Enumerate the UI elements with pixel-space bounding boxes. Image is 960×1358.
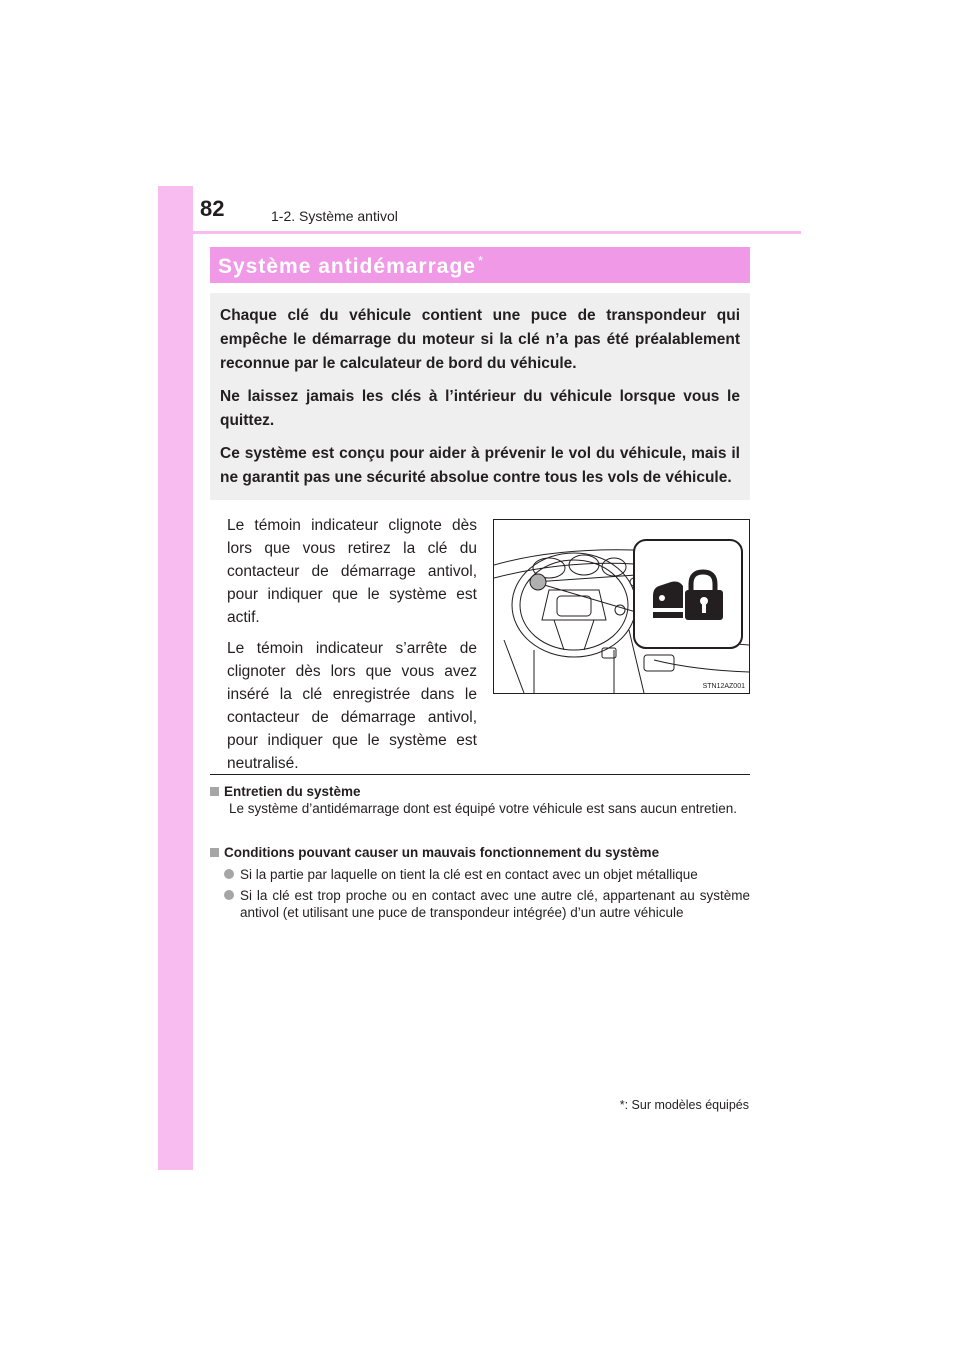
list-item-text: Si la clé est trop proche ou en contact avec une autre clé, appartenant au système antivol (et utilisant une puce de transpondeur intégrée) d’un autre véhicule <box>240 888 750 920</box>
note-heading <box>210 844 750 861</box>
note-heading-text: Conditions pouvant causer un mauvais fonctionnement du système <box>224 845 660 860</box>
body-paragraph: Le témoin indicateur clignote dès lors que vous retirez la clé du contacteur de démarrage antivol, pour indiquer que le système est actif. <box>227 517 477 626</box>
body-text <box>227 514 477 783</box>
round-bullet-icon <box>224 869 234 879</box>
body-paragraph: Le témoin indicateur s’arrête de clignoter dès lors que vous avez inséré la clé enregistrée dans le contacteur de démarrage antivol, pour indiquer que le système est neutralisé. <box>227 640 477 772</box>
section-divider <box>210 774 750 775</box>
list-item <box>210 866 750 883</box>
illustration-code: STN12AZ001 <box>702 683 745 690</box>
footnote-text: : Sur modèles équipés <box>624 1098 749 1112</box>
list-item-text: Si la partie par laquelle on tient la clé est en contact avec un objet métallique <box>240 867 698 882</box>
note-maintenance <box>210 783 750 817</box>
intro-paragraph: Ne laissez jamais les clés à l’intérieur du véhicule lorsque vous le quittez. <box>220 388 740 429</box>
header-rule <box>193 231 801 234</box>
note-text: Le système d’antidémarrage dont est équipé votre véhicule est sans aucun entretien. <box>229 801 738 816</box>
footnote-marker: * <box>619 1098 625 1112</box>
page-number: 82 <box>200 196 225 221</box>
section-header: 1-2. Système antivol <box>271 208 398 224</box>
square-bullet-icon <box>210 848 219 857</box>
note-malfunction <box>210 844 750 925</box>
title-bar <box>210 247 750 283</box>
intro-box <box>210 293 750 500</box>
page-title-text: Système antidémarrage <box>218 255 476 278</box>
list-item <box>210 887 750 921</box>
square-bullet-icon <box>210 787 219 796</box>
note-heading-text: Entretien du système <box>224 784 361 799</box>
intro-paragraph: Chaque clé du véhicule contient une puce de transpondeur qui empêche le démarrage du moteur si la clé n’a pas été préalablement reconnue par le calculateur de bord du véhicule. <box>220 307 740 372</box>
note-heading <box>210 783 750 800</box>
footnote <box>620 1098 749 1112</box>
round-bullet-icon <box>224 890 234 900</box>
intro-paragraph: Ce système est conçu pour aider à prévenir le vol du véhicule, mais il ne garantit pas une sécurité absolue contre tous les vols de véhicule. <box>220 445 740 486</box>
dashboard-illustration <box>493 519 750 694</box>
title-marker: * <box>477 253 485 268</box>
side-tab-band <box>158 186 193 1170</box>
car-lock-indicator-icon <box>649 568 729 628</box>
page-title <box>218 253 484 279</box>
